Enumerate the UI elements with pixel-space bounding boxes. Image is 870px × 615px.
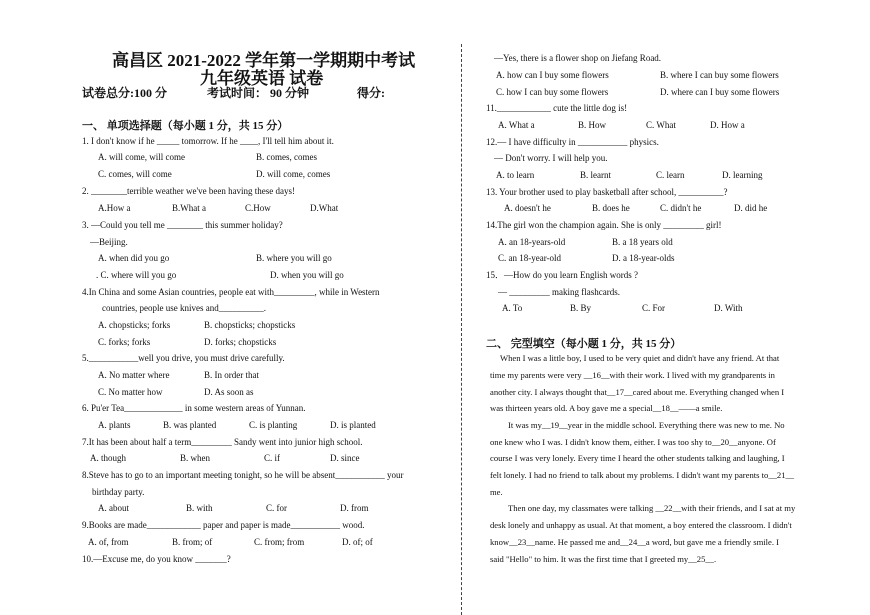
question-2: 2. ________terrible weather we've been having these days! — [82, 186, 296, 196]
question-7: 7.It has been about half a term_________ Sandy went into junior high school. — [82, 437, 363, 447]
option-text: C. What — [646, 120, 676, 130]
passage-line: another city. I always thought that__17__cared about me. Everything changed when I — [490, 387, 785, 397]
option-text: B. with — [186, 503, 213, 513]
option-text: D. from — [340, 503, 369, 513]
option-text: B. was planted — [163, 420, 217, 430]
exam-time: 考试时间： 90 分钟 — [207, 86, 310, 100]
option-text: B. from; of — [172, 537, 213, 547]
option-text: B. comes, comes — [256, 152, 317, 162]
passage-line: me. — [490, 487, 503, 497]
option-text: A. To — [502, 303, 523, 313]
total-score: 试卷总分:100 分 — [82, 86, 167, 100]
passage-line: Then one day, my classmates were talking __22__with their friends, and I sat at my — [508, 503, 796, 513]
option-text: C. is planting — [249, 420, 298, 430]
passage-line: know__23__name. He passed me and__24__a word, but gave me a friendly smile. I — [490, 537, 780, 547]
option-text: D. when you will go — [270, 270, 344, 280]
option-text: D. a 18-year-olds — [612, 253, 675, 263]
option-text: C. if — [264, 453, 281, 463]
question-3: 3. —Could you tell me ________ this summer holiday? — [82, 220, 283, 230]
question-9: 9.Books are made____________ paper and paper is made___________ wood. — [82, 520, 365, 530]
option-text: D. will come, comes — [256, 169, 331, 179]
passage-line: course I was very lonely. Every time I heard the other students talking and laughing, I — [490, 453, 785, 463]
option-text: A. how can I buy some flowers — [496, 70, 609, 80]
question-6: 6. Pu'er Tea_____________ in some western areas of Yunnan. — [82, 403, 306, 413]
passage-line: time my parents were very __16__with their work. I lived with my grandparents in — [490, 370, 775, 380]
option-text: D. With — [714, 303, 743, 313]
question-5: 5.___________well you drive, you must drive carefully. — [82, 353, 285, 363]
passage-line: It was my__19__year in the middle school. Everything there was new to me. No — [508, 420, 785, 430]
option-text: C. an 18-year-old — [498, 253, 562, 263]
question-11: 11.____________ cute the little dog is! — [486, 103, 628, 113]
option-text: A.How a — [98, 203, 131, 213]
question-13: 13. Your brother used to play basketball after school, __________? — [486, 187, 728, 197]
answer-line: —Beijing. — [90, 237, 128, 247]
option-text: C. for — [266, 503, 287, 513]
passage-line: was thirteen years old. A boy gave me a special__18__——a smile. — [490, 403, 723, 413]
option-text: . C. where will you go — [96, 270, 177, 280]
passage-line: one knew who I was. I didn't know them, either. I was too shy to__20__anyone. Of — [490, 437, 776, 447]
question-8-continued: birthday party. — [92, 487, 145, 497]
option-text: D. since — [330, 453, 360, 463]
question-14: 14.The girl won the champion again. She is only _________ girl! — [486, 220, 722, 230]
option-text: B. learnt — [580, 170, 611, 180]
option-text: A. an 18-years-old — [498, 237, 566, 247]
answer-line: —Yes, there is a flower shop on Jiefang Road. — [494, 53, 662, 63]
option-text: B. where you will go — [256, 253, 332, 263]
option-text: D. As soon as — [204, 387, 254, 397]
section-2-heading: 二、 完型填空（每小题 1 分，共 15 分） — [486, 338, 682, 350]
question-1: 1. I don't know if he _____ tomorrow. If he ____, I'll tell him about it. — [82, 136, 334, 146]
option-text: A. to learn — [496, 170, 535, 180]
column-divider — [461, 44, 462, 615]
option-text: A. though — [90, 453, 126, 463]
option-text: D. forks; chopsticks — [204, 337, 277, 347]
option-text: B. when — [180, 453, 210, 463]
option-text: B. By — [570, 303, 592, 313]
option-text: D.What — [310, 203, 339, 213]
option-text: A. What a — [498, 120, 535, 130]
option-text: D. did he — [734, 203, 768, 213]
option-text: C. learn — [656, 170, 685, 180]
option-text: C. didn't he — [660, 203, 702, 213]
option-text: A. plants — [98, 420, 131, 430]
question-4-continued: countries, people use knives and__________. — [102, 303, 266, 313]
question-12: 12.— I have difficulty in ___________ physics. — [486, 137, 659, 147]
option-text: C. from; from — [254, 537, 305, 547]
option-text: A. doesn't he — [504, 203, 551, 213]
option-text: B. How — [578, 120, 607, 130]
answer-line: — Don't worry. I will help you. — [494, 153, 608, 163]
question-4: 4.In China and some Asian countries, people eat with_________, while in Western — [82, 287, 380, 297]
option-text: B. where I can buy some flowers — [660, 70, 779, 80]
exam-title: 高昌区 2021-2022 学年第一学期期中考试 — [112, 51, 416, 70]
option-text: A. of, from — [88, 537, 129, 547]
exam-subtitle: 九年级英语 试卷 — [200, 69, 324, 88]
question-8: 8.Steve has to go to an important meeting tonight, so he will be absent___________ your — [82, 470, 404, 480]
answer-line: — _________ making flashcards. — [498, 287, 620, 297]
question-10: 10.—Excuse me, do you know _______? — [82, 554, 231, 564]
option-text: C. No matter how — [98, 387, 163, 397]
option-text: C. For — [642, 303, 666, 313]
section-1-heading: 一、 单项选择题（每小题 1 分，共 15 分） — [82, 120, 289, 132]
option-text: B. does he — [592, 203, 630, 213]
option-text: B. a 18 years old — [612, 237, 673, 247]
question-15: 15．—How do you learn English words ? — [486, 270, 638, 280]
option-text: B. chopsticks; chopsticks — [204, 320, 296, 330]
option-text: A. will come, will come — [98, 152, 185, 162]
passage-line: When I was a little boy, I used to be very quiet and didn't have any friend. At that — [500, 353, 780, 363]
option-text: D. of; of — [342, 537, 373, 547]
option-text: A. when did you go — [98, 253, 170, 263]
option-text: B. In order that — [204, 370, 259, 380]
option-text: A. No matter where — [98, 370, 170, 380]
option-text: C. comes, will come — [98, 169, 172, 179]
option-text: D. where can I buy some flowers — [660, 87, 780, 97]
passage-line: desk lonely and unhappy as usual. At that moment, a boy entered the classroom. I didn't — [490, 520, 792, 530]
option-text: C. forks; forks — [98, 337, 151, 347]
option-text: D. How a — [710, 120, 745, 130]
score-label: 得分: — [357, 86, 385, 100]
passage-line: felt lonely. I had no friend to talk about my problems. I didn't want my parents to__21__ — [490, 470, 795, 480]
option-text: B.What a — [172, 203, 206, 213]
option-text: D. is planted — [330, 420, 376, 430]
passage-line: said "Hello" to him. It was the first time that I greeted my__25__. — [490, 554, 717, 564]
option-text: D. learning — [722, 170, 763, 180]
option-text: C. how I can buy some flowers — [496, 87, 609, 97]
option-text: A. chopsticks; forks — [98, 320, 171, 330]
option-text: A. about — [98, 503, 129, 513]
option-text: C.How — [245, 203, 271, 213]
